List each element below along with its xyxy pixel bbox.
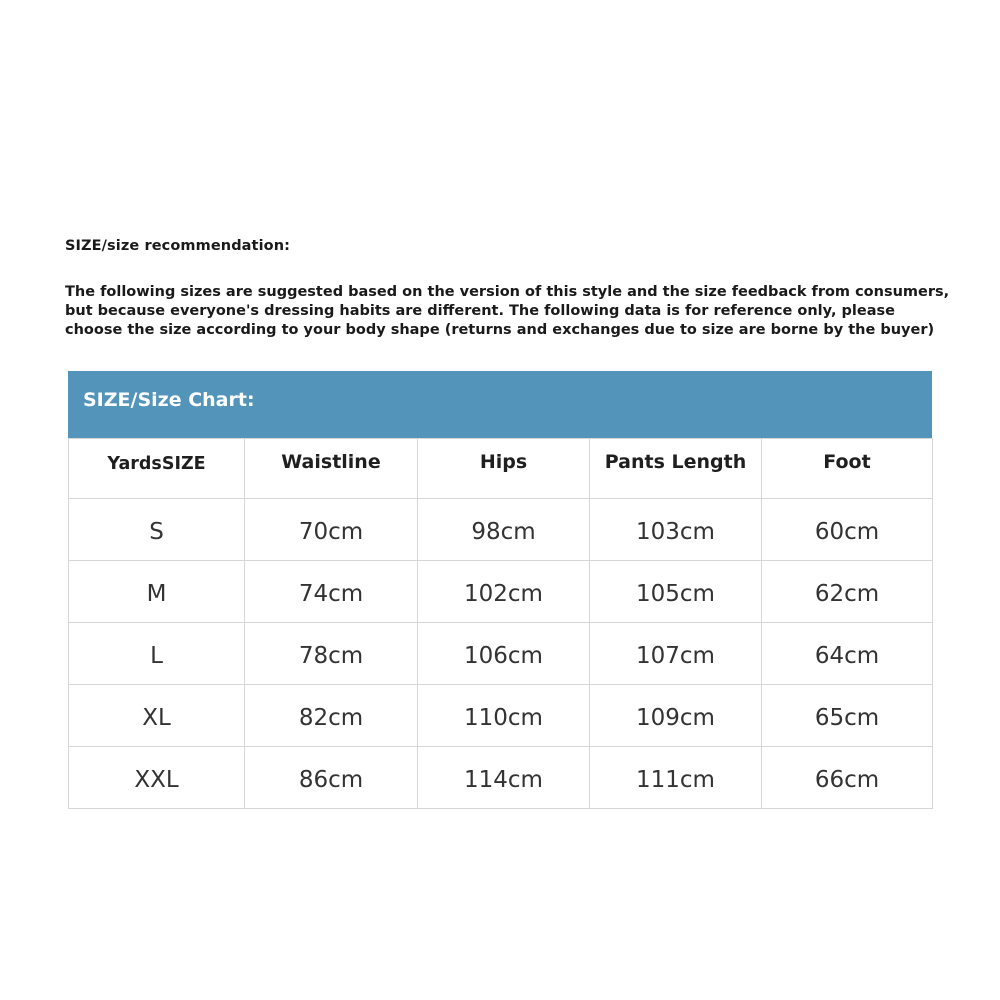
foot-cell: 66cm [762, 747, 933, 809]
hips-cell: 102cm [418, 561, 590, 623]
waistline-cell: 86cm [245, 747, 418, 809]
size-cell: S [69, 499, 245, 561]
note-line: choose the size according to your body shape (returns and exchanges due to size are borne by the buyer) [65, 322, 935, 338]
size-cell: XL [69, 685, 245, 747]
table-row [69, 685, 933, 747]
pants-length-cell: 107cm [590, 623, 762, 685]
waistline-cell: 74cm [245, 561, 418, 623]
hips-cell: 110cm [418, 685, 590, 747]
hips-cell: 98cm [418, 499, 590, 561]
size-table [68, 438, 933, 809]
size-cell: XXL [69, 747, 245, 809]
column-header-size: YardsSIZE [69, 439, 245, 499]
table-row [69, 623, 933, 685]
foot-cell: 64cm [762, 623, 933, 685]
pants-length-cell: 103cm [590, 499, 762, 561]
hips-cell: 106cm [418, 623, 590, 685]
column-header-foot: Foot [762, 439, 933, 499]
pants-length-cell: 111cm [590, 747, 762, 809]
size-cell: L [69, 623, 245, 685]
waistline-cell: 82cm [245, 685, 418, 747]
note-line: but because everyone's dressing habits are different. The following data is for reference only, please [65, 303, 895, 319]
table-row [69, 561, 933, 623]
table-header-row [69, 439, 933, 499]
column-header-waistline: Waistline [245, 439, 418, 499]
column-header-hips: Hips [418, 439, 590, 499]
waistline-cell: 78cm [245, 623, 418, 685]
pants-length-cell: 105cm [590, 561, 762, 623]
size-cell: M [69, 561, 245, 623]
size-recommendation-note [65, 283, 955, 340]
foot-cell: 60cm [762, 499, 933, 561]
waistline-cell: 70cm [245, 499, 418, 561]
column-header-pants-length: Pants Length [590, 439, 762, 499]
hips-cell: 114cm [418, 747, 590, 809]
table-row [69, 499, 933, 561]
foot-cell: 62cm [762, 561, 933, 623]
foot-cell: 65cm [762, 685, 933, 747]
note-line: The following sizes are suggested based on the version of this style and the size feedback from consumers, [65, 284, 950, 300]
size-recommendation-title: SIZE/size recommendation: [65, 238, 291, 254]
size-chart-title: SIZE/Size Chart: [68, 371, 932, 438]
pants-length-cell: 109cm [590, 685, 762, 747]
table-row [69, 747, 933, 809]
size-chart [68, 371, 932, 809]
